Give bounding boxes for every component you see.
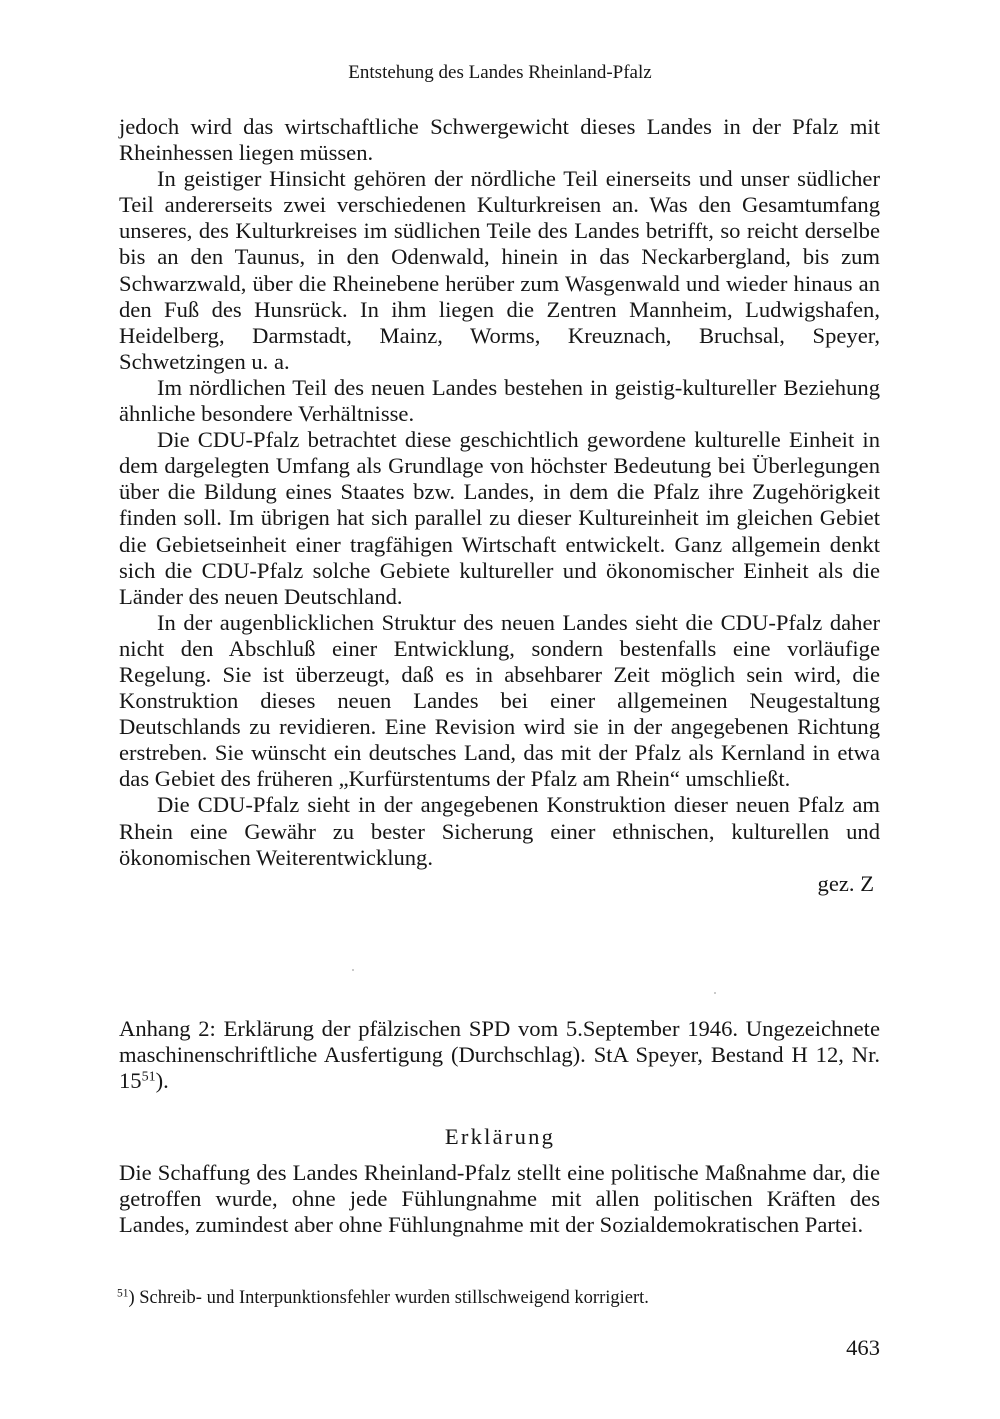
footnote-marker: 51 — [117, 1287, 129, 1300]
paragraph-current-structure: In der augenblicklichen Struktur des neuen Landes sieht die CDU-Pfalz daher nicht den Abschluß einer Entwicklung, sondern bestenfalls eine vorläufige Regelung. Sie ist überzeugt, daß es in absehbarer Zeit möglich sein wird, die Konstruktion dieses neuen Landes bei einer allgemeinen Neugestaltung Deutschlands zu revidieren. Eine Revision wird sie in der angegebenen Richtung erstreben. Sie wünscht ein deutsches Land, das mit der Pfalz als Kernland in etwa das Gebiet des früheren „Kurfürstentums der Pfalz am Rhein“ umschließt. — [119, 609, 880, 792]
paragraph-continuation: jedoch wird das wirtschaftliche Schwergewicht dieses Landes in der Pfalz mit Rheinhessen liegen müssen. — [119, 114, 880, 166]
appendix-text-body: Anhang 2: Erklärung der pfälzischen SPD vom 5.September 1946. Ungezeichnete maschinenschriftliche Ausfertigung (Durchschlag). StA Speyer, Bestand H 12, Nr. 15 — [119, 1016, 880, 1094]
signature: gez. Z — [817, 870, 874, 896]
declaration-heading: Erklärung — [444, 1124, 556, 1149]
paragraph-cultural-regions: In geistiger Hinsicht gehören der nördliche Teil einerseits und unser südlicher Teil andererseits zwei verschiedenen Kulturkreisen an. Was den Gesamtumfang unseres, des Kulturkreises im südlichen Teile des Landes betrifft, so reicht derselbe bis an den Taunus, in den Odenwald, hinein in das Neckarbergland, bis zum Schwarzwald, über die Rheinebene herüber zum Wasgenwald und wieder hinaus an den Fuß des Hunsrück. In ihm liegen die Zentren Mannheim, Ludwigshafen, Heidelberg, Darmstadt, Mainz, Worms, Kreuznach, Bruchsal, Speyer, Schwetzingen u. a. — [119, 166, 880, 374]
declaration-text — [119, 1160, 880, 1238]
appendix-text-closing: ). — [155, 1068, 169, 1094]
paragraph-northern-part: Im nördlichen Teil des neuen Landes bestehen in geistig-kultureller Beziehung ähnliche besondere Verhältnisse. — [119, 374, 880, 427]
footnote — [117, 1287, 880, 1309]
footnote-reference: 51 — [141, 1069, 156, 1085]
scan-speck — [352, 969, 354, 971]
paragraph-guarantee: Die CDU-Pfalz sieht in der angegebenen Konstruktion dieser neuen Pfalz am Rhein eine Gewähr zu bester Sicherung einer ethnischen, kulturellen und ökonomischen Weiterentwicklung. — [119, 792, 880, 870]
paragraph-cultural-unity: Die CDU-Pfalz betrachtet diese geschichtlich gewordene kulturelle Einheit in dem dargelegten Umfang als Grundlage von höchster Bedeutung bei Überlegungen über die Bildung eines Staates bzw. Landes, in dem die Pfalz ihre Zugehörigkeit finden soll. Im übrigen hat sich parallel zu dieser Kultureinheit im gleichen Gebiet die Gebietseinheit einer tragfähigen Wirtschaft entwickelt. Ganz allgemein denkt sich die CDU-Pfalz solche Gebiete kultureller und ökonomischer Einheit als die Länder des neuen Deutschland. — [119, 427, 880, 609]
appendix-note — [119, 1016, 880, 1094]
scan-speck — [714, 992, 716, 994]
declaration-paragraph: Die Schaffung des Landes Rheinland-Pfalz stellt eine politische Maßnahme dar, die getroffen wurde, ohne jede Fühlungnahme mit allen politischen Kräften des Landes, zumindest aber ohne Fühlungnahme mit der Sozialdemokratischen Partei. — [119, 1160, 880, 1238]
appendix-text — [119, 1016, 880, 1094]
page-number: 463 — [846, 1335, 880, 1360]
footnote-paren: ) — [128, 1288, 135, 1308]
letter-text — [119, 114, 880, 897]
running-head: Entstehung des Landes Rheinland-Pfalz — [348, 62, 652, 83]
footnote-text: Schreib- und Interpunktionsfehler wurden stillschweigend korrigiert. — [134, 1288, 649, 1308]
